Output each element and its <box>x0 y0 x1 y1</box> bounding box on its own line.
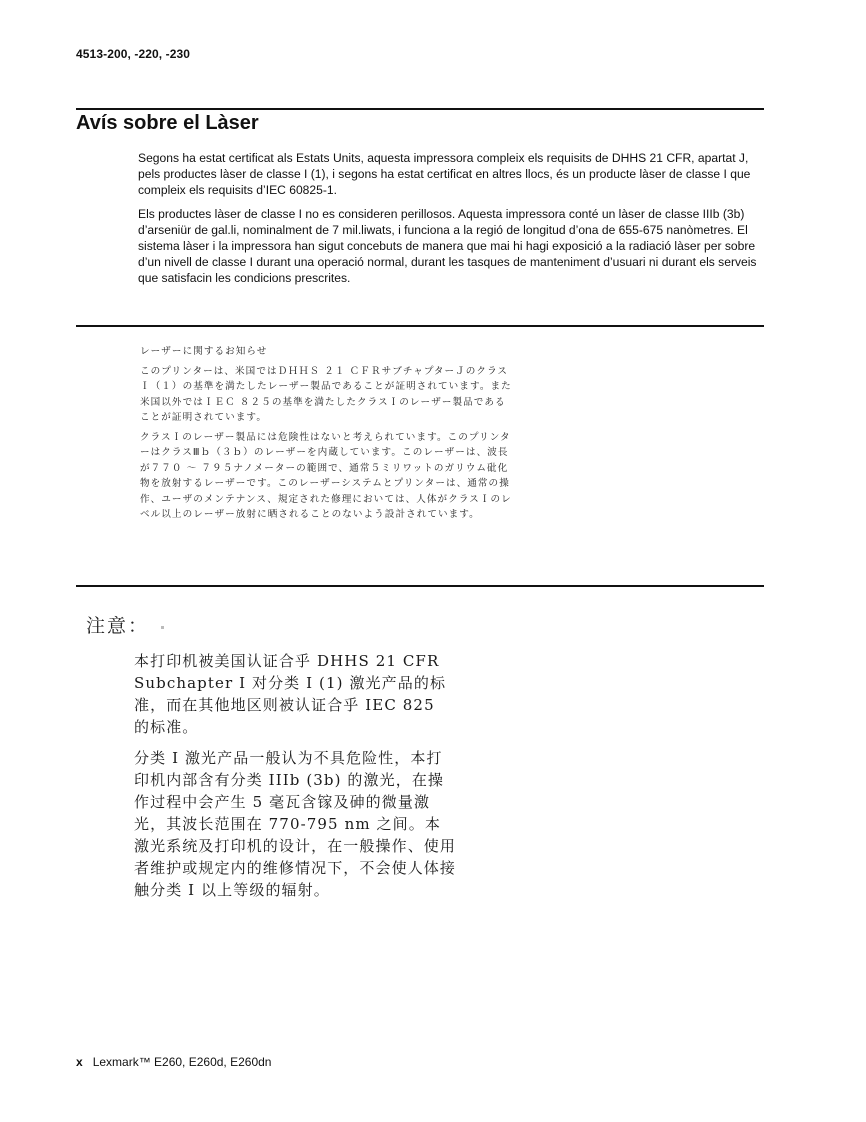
catalan-heading: Avís sobre el Làser <box>76 112 259 134</box>
model-number: 4513-200, -220, -230 <box>76 47 191 61</box>
japanese-paragraph-2: クラスＩのレーザー製品には危険性はないと考えられています。このプリンターはクラスⅢｂ（３ｂ）のレーザーを内蔵しています。このレーザーは、波長が７７０ ～ ７９５ナノメーターの範囲で、通常５ミリワットのガリウム砒化物を放射するレーザーです。このレーザーシステムとプリンターは、通常の操作、ユーザのメンテナンス、規定された修理においては、人体がクラスＩのレベル以上のレーザー放射に晒されることのないよう設計されています。 <box>140 431 512 520</box>
page-number: x <box>76 1055 83 1069</box>
chinese-notice <box>134 650 456 910</box>
product-name: Lexmark™ E260, E260d, E260dn <box>92 1055 272 1069</box>
chinese-title-wrap <box>86 611 164 638</box>
catalan-paragraph-2: Els productes làser de classe I no es consideren perillosos. Aquesta impressora conté un làser de classe IIIb (3b) d’arseniür de gal.li, nominalment de 7 mil.liwats, i funciona a la regió de longitud d’ona de 655-675 nanòmetres. El sistema làser i la impressora han sigut concebuts de manera que mai hi hagi exposició a la radiació làser per sobre d’un nivell de classe I durant una operació normal, durant les tasques de manteniment d’usuari ni durant els serveis que satisfacin les condicions prescrites. <box>138 207 757 285</box>
section-divider <box>76 108 764 110</box>
chinese-paragraph-1: 本打印机被美国认证合乎 DHHS 21 CFR Subchapter I 对分类 I (1) 激光产品的标准，而在其他地区则被认证合乎 IEC 825 的标准。 <box>134 652 447 736</box>
section-divider <box>76 585 764 587</box>
page-footer <box>76 1055 271 1069</box>
scan-speck <box>161 626 164 629</box>
catalan-notice <box>138 151 766 295</box>
chinese-paragraph-2: 分类 I 激光产品一般认为不具危险性，本打印机内部含有分类 IIIb (3b) 的激光，在操作过程中会产生 5 毫瓦含镓及砷的微量激光，其波长范围在 770-795 nm 之间。本激光系统及打印机的设计，在一般操作、使用者维护或规定内的维修情况下，不会使人体接触分类 I 以上等级的辐射。 <box>134 749 457 899</box>
catalan-paragraph-1: Segons ha estat certificat als Estats Units, aquesta impressora compleix els requisits de DHHS 21 CFR, apartat J, pels productes làser de classe I (1), i segons ha estat certificat en altres llocs, és un producte làser de classe I que compleix els requisits d’IEC 60825-1. <box>138 151 751 197</box>
japanese-title: レーザーに関するお知らせ <box>140 346 268 357</box>
japanese-notice <box>140 344 516 527</box>
section-divider <box>76 325 764 327</box>
chinese-title: 注意： <box>86 615 150 637</box>
japanese-paragraph-1: このプリンターは、米国ではＤＨＨＳ ２１ ＣＦＲサブチャプターＪのクラスＩ（１）の基準を満たしたレーザー製品であることが証明されています。また米国以外ではＩＥＣ ８２５の基準を満たしたクラスＩのレーザー製品であることが証明されています。 <box>140 365 512 423</box>
